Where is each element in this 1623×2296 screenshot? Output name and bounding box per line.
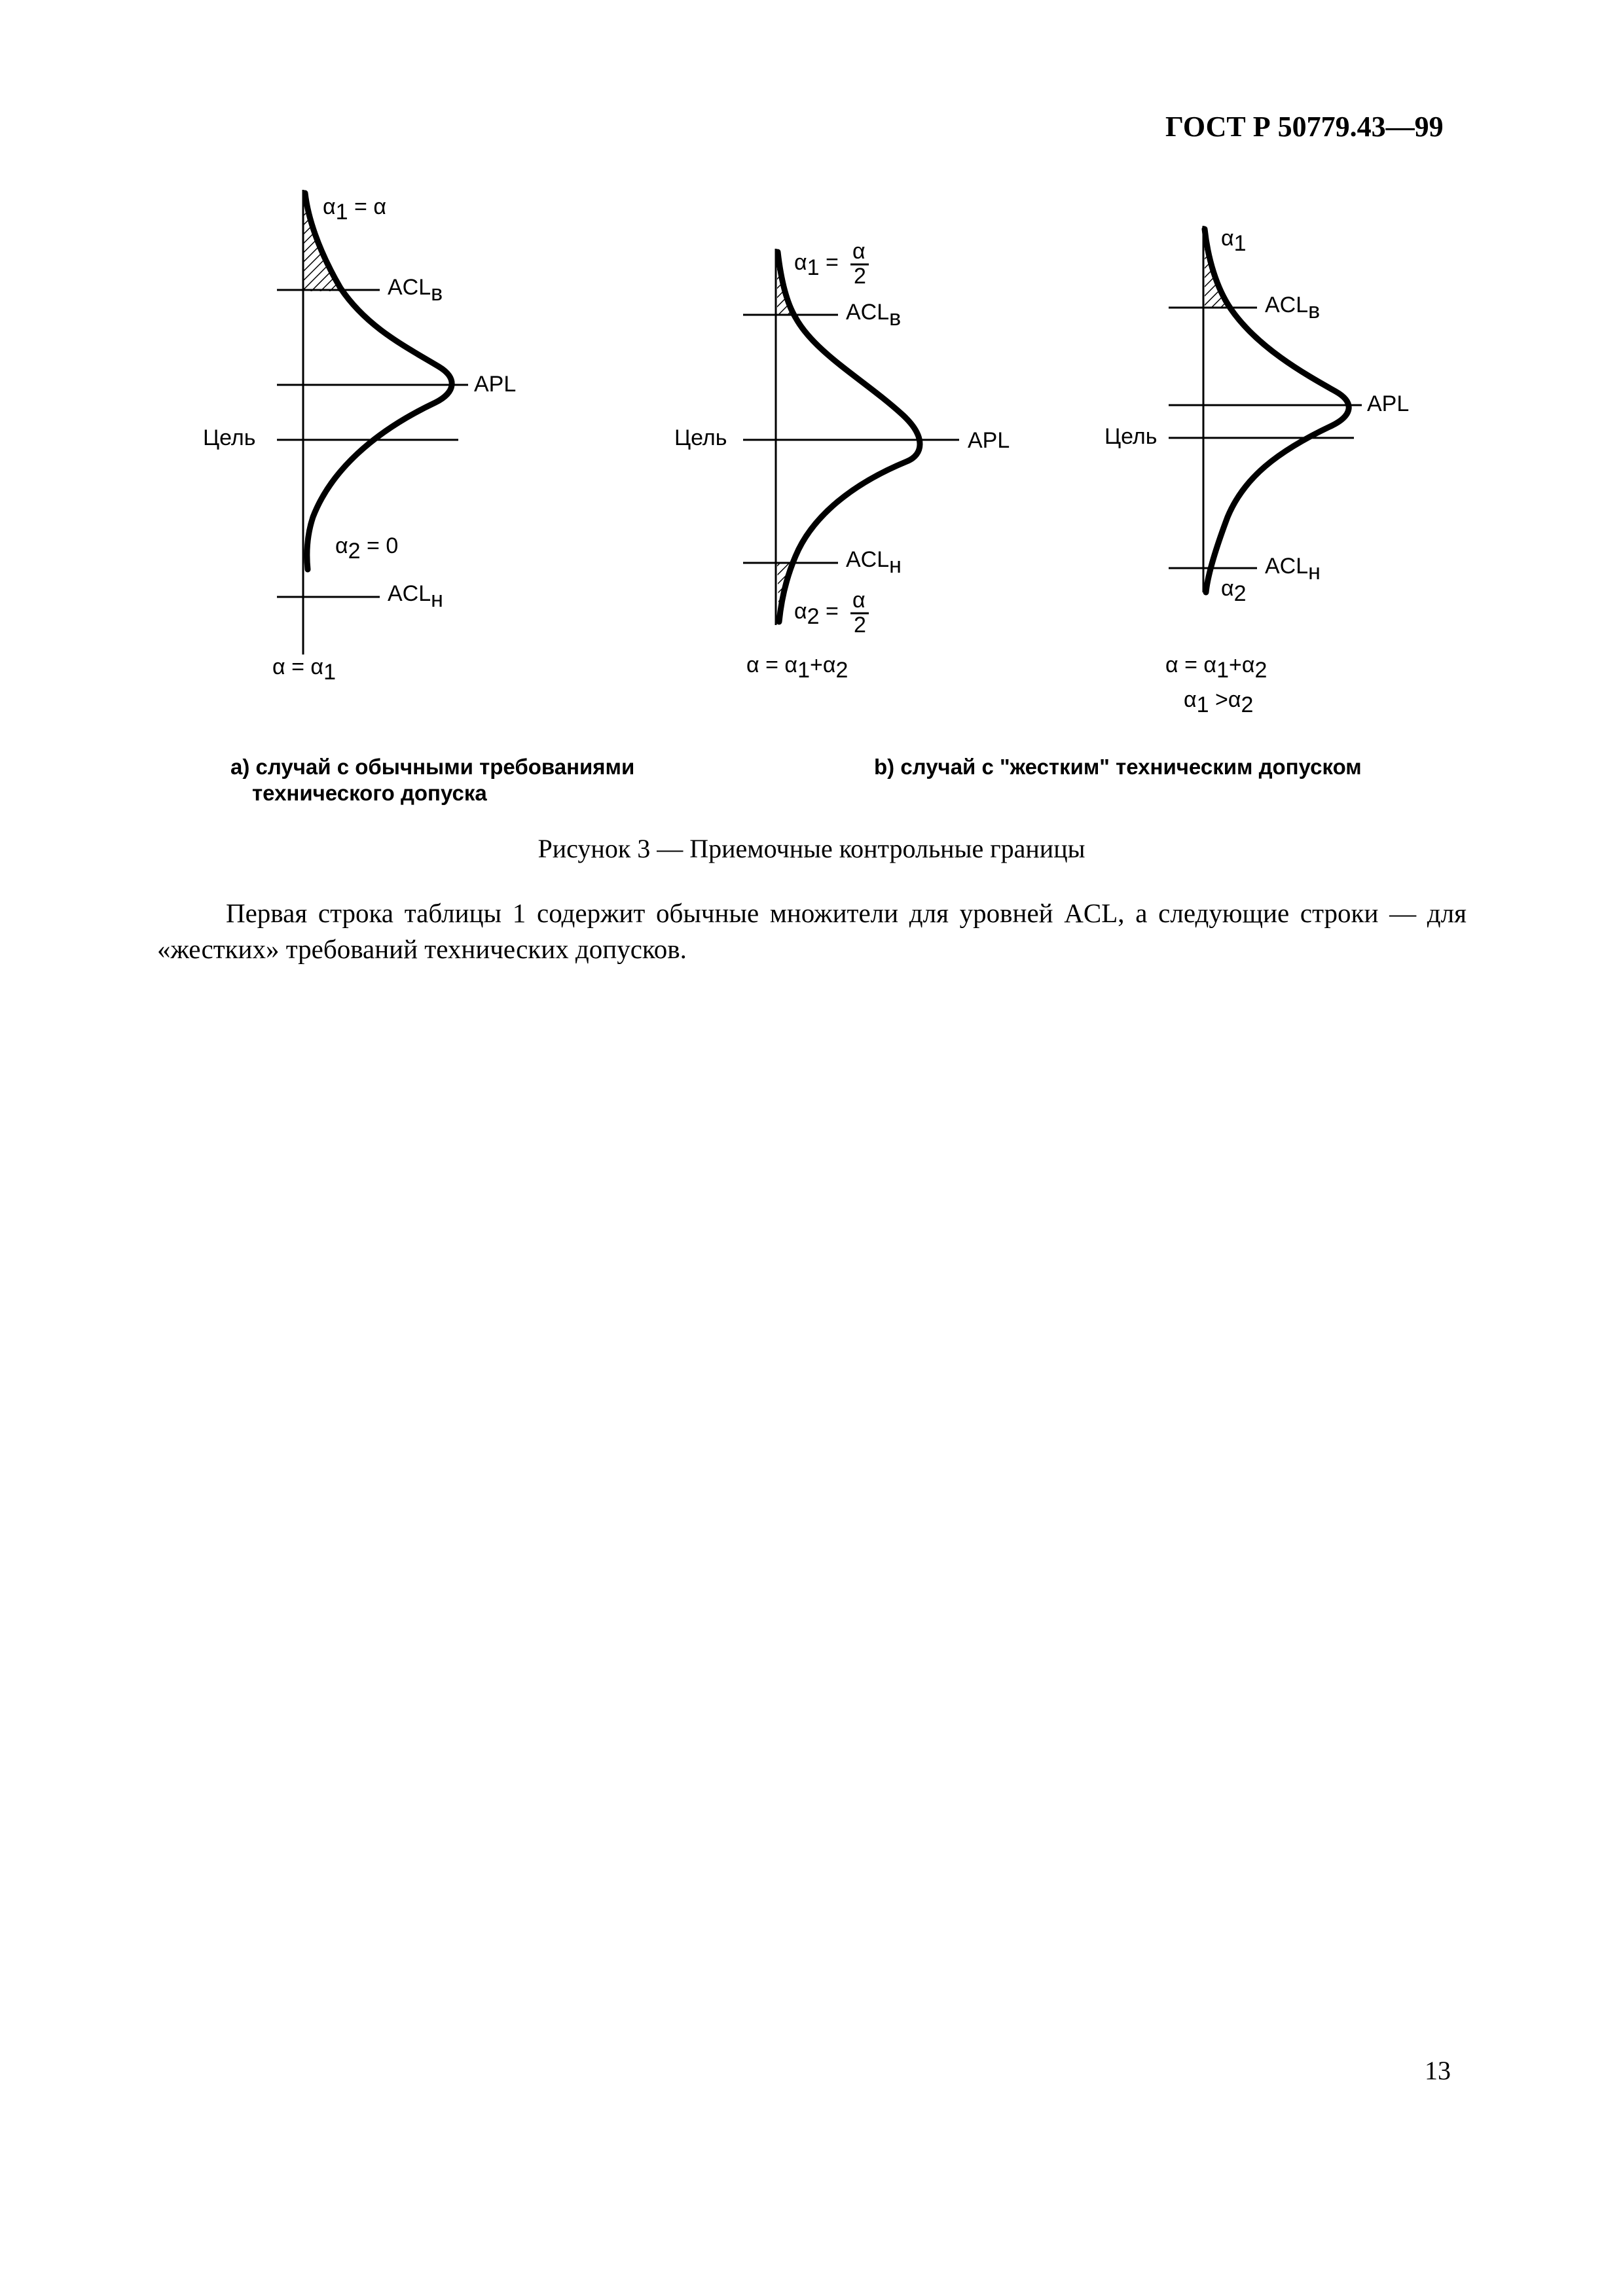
panel-a-alpha1-label: α1 = α (323, 194, 386, 224)
panel-b1-fraction2-denominator: 2 (854, 613, 866, 637)
caption-a-line1: а) случай с обычными требованиями (230, 755, 635, 779)
panel-b2-acl-lower-label: ACLн (1265, 554, 1321, 584)
panel-a-formula: α = α1 (272, 655, 336, 685)
panel-a-apl-label: APL (474, 372, 517, 397)
panel-b2-target-label: Цель (1104, 424, 1158, 449)
panel-b1-fraction-denominator: 2 (854, 264, 866, 289)
panel-b2-alpha1-label: α1 (1221, 226, 1247, 256)
figure-caption: Рисунок 3 — Приемочные контрольные границы (538, 834, 1085, 863)
panel-b2-formula: α = α1+α2 (1165, 653, 1267, 683)
panel-b1-alpha1-label: α1 = (794, 250, 839, 280)
panel-a-diagram (203, 190, 516, 685)
panel-b1-apl-label: APL (968, 428, 1010, 453)
panel-b2-acl-upper-label: ACLв (1265, 293, 1321, 323)
panel-b2-alpha2-label: α2 (1221, 576, 1247, 606)
panel-b2-apl-label: APL (1367, 391, 1410, 416)
panel-a-acl-upper-label: ACLв (388, 275, 443, 306)
caption-b: b) случай с "жестким" техническим допуском (874, 755, 1362, 779)
caption-a-line2: технического допуска (252, 781, 487, 805)
panel-b2-diagram (1104, 226, 1409, 717)
document-code-header: ГОСТ Р 50779.43—99 (1165, 111, 1444, 143)
panel-b1-alpha2-label: α2 = (794, 599, 839, 629)
panel-b1-target-label: Цель (674, 425, 727, 450)
panel-b2-condition: α1 >α2 (1184, 687, 1254, 717)
panel-b1-fraction-numerator: α (852, 239, 866, 264)
panel-b1-fraction2-numerator: α (852, 588, 866, 613)
panel-a-target-label: Цель (203, 425, 256, 450)
panel-a-alpha2-label: α2 = 0 (335, 533, 399, 564)
acceptance-control-limits-figure (0, 0, 1623, 818)
page-number: 13 (1425, 2056, 1451, 2085)
panel-b1-diagram (674, 239, 1010, 683)
panel-a-acl-lower-label: ACLн (388, 581, 443, 612)
panel-b2-distribution-curve (1205, 229, 1349, 592)
panel-a-distribution-curve (305, 193, 452, 569)
panel-b1-acl-upper-label: ACLв (846, 300, 902, 331)
body-paragraph: Первая строка таблицы 1 содержит обычные множители для уровней ACL, а следующие строки — для «жестких» требований технических допусков. (157, 898, 1467, 964)
panel-b1-acl-lower-label: ACLн (846, 547, 902, 578)
panel-b1-formula: α = α1+α2 (746, 653, 848, 683)
